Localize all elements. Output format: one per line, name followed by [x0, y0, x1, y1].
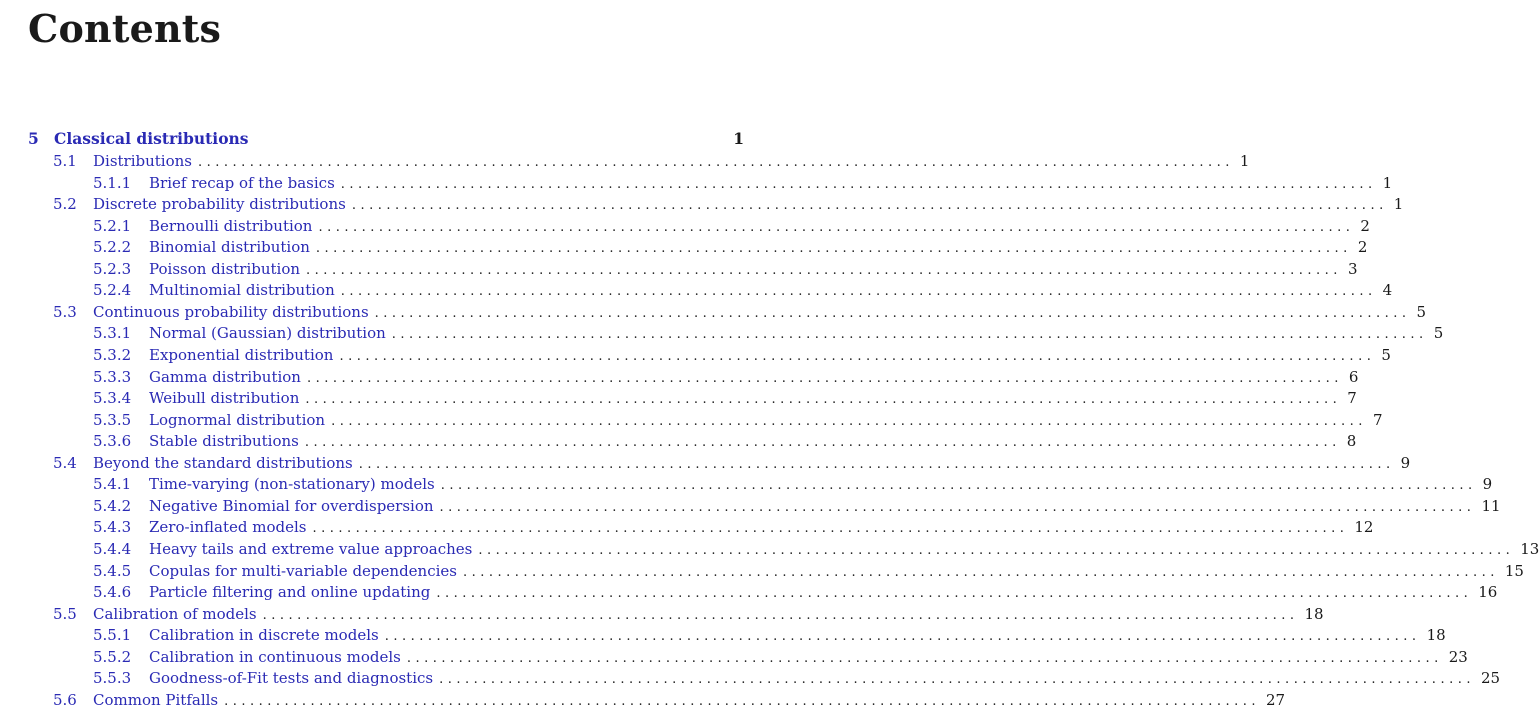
- toc-title[interactable]: Common Pitfalls: [93, 690, 219, 709]
- toc-entry[interactable]: [93, 236, 1368, 258]
- toc-title[interactable]: Zero-inflated models: [149, 518, 307, 537]
- toc-number[interactable]: 5.3.6: [93, 432, 132, 451]
- toc-page-number[interactable]: 4: [1382, 281, 1393, 300]
- toc-number[interactable]: 5.4.6: [93, 583, 132, 602]
- toc-page-number[interactable]: 23: [1448, 647, 1468, 666]
- toc-entry[interactable]: [53, 603, 1324, 625]
- dot-leader: ........................................................................................................................: [358, 456, 1395, 472]
- toc-page-number[interactable]: 9: [1400, 453, 1411, 472]
- toc-page-number[interactable]: 2: [1360, 216, 1370, 235]
- dot-leader: ........................................................................................................................: [462, 564, 1499, 580]
- dot-leader: ........................................................................................................................: [374, 305, 1411, 321]
- toc-title[interactable]: Normal (Gaussian) distribution: [149, 324, 386, 343]
- toc-page-number[interactable]: 5: [1433, 324, 1444, 343]
- toc-title[interactable]: Brief recap of the basics: [149, 173, 335, 192]
- toc-number[interactable]: 5.5: [53, 604, 77, 623]
- toc-title[interactable]: Distributions: [93, 152, 192, 171]
- toc-title[interactable]: Beyond the standard distributions: [93, 453, 353, 472]
- toc-title[interactable]: Goodness-of-Fit tests and diagnostics: [149, 669, 434, 688]
- toc-number[interactable]: 5.2.3: [93, 259, 132, 278]
- toc-page-number[interactable]: 15: [1504, 561, 1524, 580]
- toc-number[interactable]: 5.2.2: [93, 238, 132, 257]
- toc-title[interactable]: Lognormal distribution: [149, 410, 326, 429]
- dot-leader: ........................................................................................................................: [384, 629, 1421, 645]
- toc-page-number[interactable]: 1: [1239, 152, 1250, 171]
- toc-number[interactable]: 5.4.4: [93, 539, 132, 558]
- toc-entry[interactable]: [53, 301, 1427, 323]
- toc-number[interactable]: 5.4: [53, 453, 77, 472]
- toc-number[interactable]: 5.3: [53, 302, 77, 321]
- dot-leader: ........................................................................................................................: [198, 155, 1234, 171]
- toc-title[interactable]: Gamma distribution: [149, 367, 301, 386]
- toc-title[interactable]: Negative Binomial for overdispersion: [149, 496, 434, 515]
- toc-title[interactable]: Calibration in continuous models: [149, 647, 401, 666]
- dot-leader: ........................................................................................................................: [439, 672, 1475, 688]
- toc-entry[interactable]: [93, 516, 1374, 538]
- toc-entry[interactable]: [93, 279, 1393, 301]
- dot-leader: ........................................................................................................................: [391, 327, 1428, 343]
- dot-leader: ........................................................................................................................: [306, 370, 1343, 386]
- toc-title[interactable]: Continuous probability distributions: [93, 302, 369, 321]
- toc-page-number[interactable]: 1: [1393, 195, 1404, 214]
- toc-entry[interactable]: [93, 344, 1391, 366]
- toc-number[interactable]: 5.1.1: [93, 173, 132, 192]
- toc-title[interactable]: Copulas for multi-variable dependencies: [149, 561, 457, 580]
- toc-page-number[interactable]: 2: [1357, 238, 1368, 257]
- toc-page-number[interactable]: 18: [1426, 626, 1446, 645]
- toc-number[interactable]: 5.5.2: [93, 647, 132, 666]
- toc-number[interactable]: 5.1: [53, 152, 77, 171]
- toc-page-number[interactable]: 13: [1520, 539, 1539, 558]
- toc-number[interactable]: 5.2: [53, 195, 77, 214]
- toc-entry[interactable]: [93, 322, 1444, 344]
- dot-leader: ........................................................................................................................: [340, 176, 1377, 192]
- toc-page-number[interactable]: 9: [1482, 475, 1493, 494]
- toc-entry[interactable]: [93, 560, 1524, 582]
- dot-leader: ........................................................................................................................: [340, 284, 1377, 300]
- toc-number[interactable]: 5.4.5: [93, 561, 132, 580]
- dot-leader: ........................................................................................................................: [436, 586, 1473, 602]
- toc-title[interactable]: Time-varying (non-stationary) models: [149, 475, 435, 494]
- dot-leader: ........................................................................................................................: [440, 478, 1477, 494]
- toc-entry[interactable]: [93, 172, 1393, 194]
- toc-page-number[interactable]: 27: [1266, 690, 1286, 709]
- dot-leader: ........................................................................................................................: [439, 499, 1476, 515]
- toc-number[interactable]: 5.4.3: [93, 518, 132, 537]
- toc-entry[interactable]: [53, 193, 1404, 215]
- toc-entry[interactable]: [93, 646, 1468, 668]
- toc-number[interactable]: 5.3.1: [93, 324, 132, 343]
- toc-page-number[interactable]: 7: [1372, 410, 1383, 429]
- toc-page-number[interactable]: 5: [1381, 346, 1391, 364]
- dot-leader: ........................................................................................................................: [339, 349, 1376, 364]
- toc-number[interactable]: 5.2.4: [93, 281, 132, 300]
- toc-entry[interactable]: [93, 495, 1501, 517]
- toc-title[interactable]: Heavy tails and extreme value approaches: [149, 539, 473, 558]
- dot-leader: ........................................................................................................................: [304, 435, 1341, 451]
- toc-title[interactable]: Stable distributions: [149, 432, 299, 451]
- toc-entry[interactable]: [53, 150, 1250, 172]
- toc-entry[interactable]: [93, 667, 1501, 689]
- toc-chapter[interactable]: [28, 128, 744, 150]
- toc-entry[interactable]: [93, 258, 1358, 280]
- toc-entry[interactable]: [93, 387, 1357, 409]
- toc-number[interactable]: 5.5.3: [93, 669, 132, 688]
- toc-number[interactable]: 5: [28, 129, 39, 148]
- toc-page-number[interactable]: 8: [1346, 432, 1357, 451]
- toc-page-number[interactable]: 25: [1480, 669, 1501, 688]
- dot-leader: ........................................................................................................................: [224, 693, 1261, 709]
- toc-title[interactable]: Exponential distribution: [149, 346, 334, 364]
- dot-leader: ........................................................................................................................: [478, 542, 1515, 558]
- toc-entry[interactable]: [93, 538, 1539, 560]
- toc-number[interactable]: 5.3.5: [93, 410, 132, 429]
- toc-number[interactable]: 5.3.2: [93, 346, 132, 364]
- toc-entry[interactable]: [93, 366, 1359, 388]
- toc-title[interactable]: Discrete probability distributions: [93, 195, 346, 214]
- toc-page-number[interactable]: 18: [1304, 604, 1324, 623]
- dot-leader: ........................................................................................................................: [331, 413, 1367, 429]
- toc-entry[interactable]: [53, 452, 1411, 474]
- dot-leader: ........................................................................................................................: [315, 241, 1352, 257]
- dot-leader: ........................................................................................................................: [318, 219, 1355, 235]
- toc-page-number[interactable]: 5: [1416, 302, 1427, 321]
- toc-page-number[interactable]: 1: [1382, 173, 1393, 192]
- toc-title[interactable]: Binomial distribution: [149, 238, 310, 257]
- dot-leader: ........................................................................................................................: [312, 521, 1349, 537]
- dot-leader: ........................................................................................................................: [406, 650, 1443, 666]
- toc-number[interactable]: 5.6: [53, 690, 77, 709]
- toc-entry[interactable]: [93, 624, 1446, 646]
- dot-leader: ........................................................................................................................: [306, 262, 1342, 278]
- toc-title[interactable]: Calibration in discrete models: [149, 626, 379, 645]
- toc-title[interactable]: Weibull distribution: [149, 389, 300, 408]
- toc-title[interactable]: Poisson distribution: [149, 259, 301, 278]
- toc-entry[interactable]: [93, 430, 1357, 452]
- toc-entry[interactable]: [93, 409, 1383, 431]
- toc-number[interactable]: 5.5.1: [93, 626, 132, 645]
- toc-page-number[interactable]: 16: [1478, 583, 1498, 602]
- toc-title[interactable]: Multinomial distribution: [149, 281, 335, 300]
- toc-title[interactable]: Bernoulli distribution: [149, 216, 313, 235]
- toc-entry[interactable]: [93, 215, 1370, 237]
- page-title: Contents: [28, 6, 222, 51]
- toc-page-number[interactable]: 1: [733, 129, 744, 148]
- toc-page-number[interactable]: 12: [1354, 518, 1374, 537]
- toc-page-number[interactable]: 6: [1348, 367, 1359, 386]
- toc-number[interactable]: 5.4.1: [93, 475, 132, 494]
- dot-leader: ........................................................................................................................: [305, 392, 1342, 408]
- dot-leader: ........................................................................................................................: [262, 607, 1299, 623]
- toc-title[interactable]: Calibration of models: [93, 604, 257, 623]
- toc-number[interactable]: 5.4.2: [93, 496, 132, 515]
- toc-number[interactable]: 5.3.4: [93, 389, 132, 408]
- toc-number[interactable]: 5.3.3: [93, 367, 132, 386]
- toc-entry[interactable]: [93, 473, 1493, 495]
- toc-title[interactable]: Particle filtering and online updating: [149, 583, 431, 602]
- toc-page-number[interactable]: 7: [1347, 389, 1357, 408]
- toc-title[interactable]: Classical distributions: [54, 129, 249, 148]
- toc-entry[interactable]: [93, 581, 1498, 603]
- toc-page-number[interactable]: 3: [1347, 259, 1358, 278]
- toc-number[interactable]: 5.2.1: [93, 216, 132, 235]
- dot-leader: ........................................................................................................................: [351, 198, 1388, 214]
- toc-entry[interactable]: [53, 689, 1286, 711]
- toc-page-number[interactable]: 11: [1481, 496, 1501, 515]
